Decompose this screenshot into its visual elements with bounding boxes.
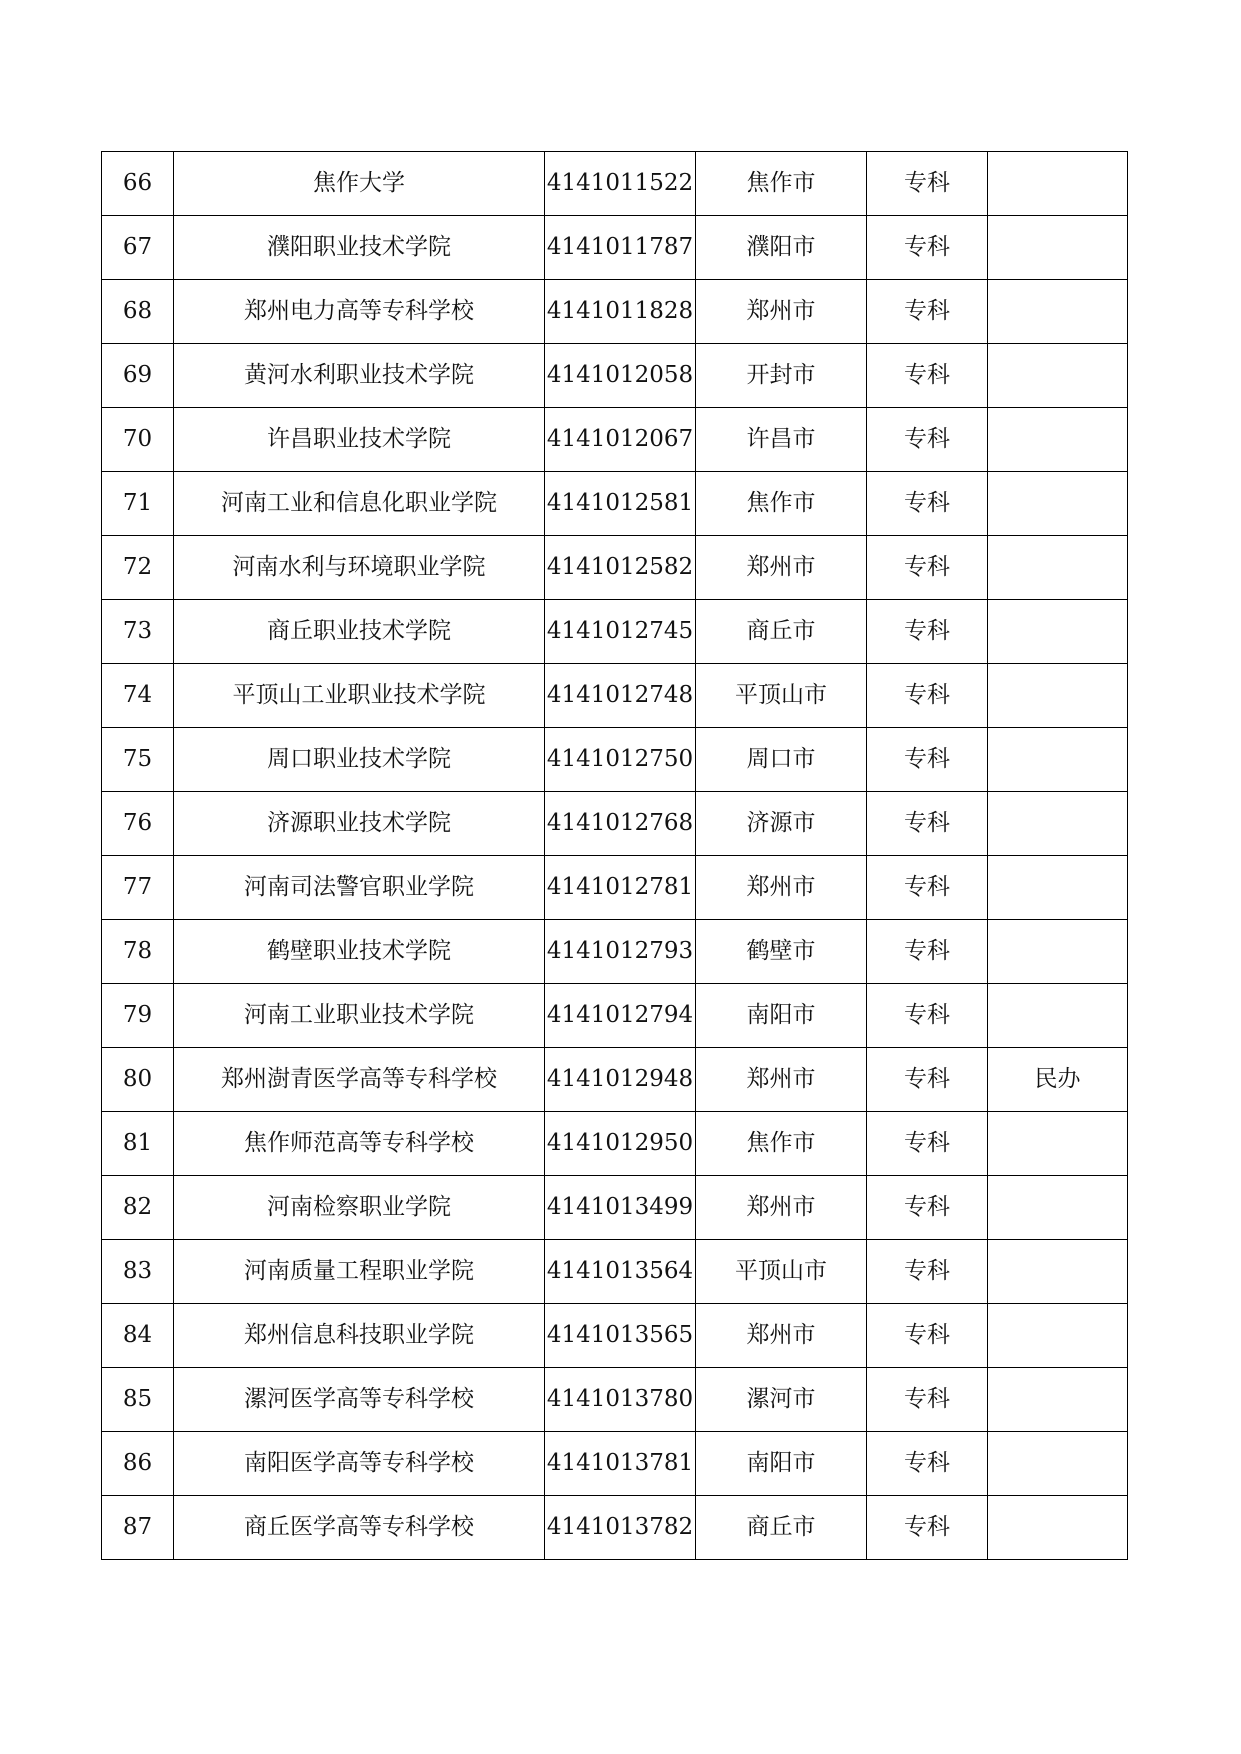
row-number-cell: 71 [102,472,174,536]
table-row [102,856,1128,920]
school-name-cell: 河南质量工程职业学院 [174,1240,545,1304]
school-name-cell: 河南工业职业技术学院 [174,984,545,1048]
school-name-cell: 河南司法警官职业学院 [174,856,545,920]
table-row [102,280,1128,344]
city-cell: 焦作市 [696,152,867,216]
table-row [102,920,1128,984]
level-cell: 专科 [867,920,988,984]
note-cell [988,216,1128,280]
city-cell: 鹤壁市 [696,920,867,984]
note-cell [988,1176,1128,1240]
table-row [102,1496,1128,1560]
table-row [102,536,1128,600]
school-code-cell: 4141012067 [545,408,696,472]
level-cell: 专科 [867,792,988,856]
table-row [102,152,1128,216]
school-name-cell: 商丘医学高等专科学校 [174,1496,545,1560]
level-cell: 专科 [867,536,988,600]
table-row [102,1240,1128,1304]
city-cell: 周口市 [696,728,867,792]
school-code-cell: 4141013565 [545,1304,696,1368]
school-name-cell: 鹤壁职业技术学院 [174,920,545,984]
city-cell: 焦作市 [696,472,867,536]
level-cell: 专科 [867,600,988,664]
note-cell [988,472,1128,536]
table-row [102,1304,1128,1368]
note-cell [988,728,1128,792]
city-cell: 商丘市 [696,1496,867,1560]
row-number-cell: 77 [102,856,174,920]
note-cell [988,856,1128,920]
school-code-cell: 4141012793 [545,920,696,984]
row-number-cell: 67 [102,216,174,280]
table-row [102,728,1128,792]
level-cell: 专科 [867,280,988,344]
level-cell: 专科 [867,1368,988,1432]
row-number-cell: 74 [102,664,174,728]
row-number-cell: 68 [102,280,174,344]
city-cell: 南阳市 [696,984,867,1048]
level-cell: 专科 [867,1112,988,1176]
city-cell: 濮阳市 [696,216,867,280]
city-cell: 郑州市 [696,1304,867,1368]
table-row [102,1176,1128,1240]
school-code-cell: 4141013499 [545,1176,696,1240]
level-cell: 专科 [867,152,988,216]
city-cell: 商丘市 [696,600,867,664]
school-name-cell: 南阳医学高等专科学校 [174,1432,545,1496]
level-cell: 专科 [867,408,988,472]
row-number-cell: 82 [102,1176,174,1240]
school-list-table-container [101,151,1128,1560]
row-number-cell: 76 [102,792,174,856]
school-code-cell: 4141012768 [545,792,696,856]
level-cell: 专科 [867,728,988,792]
row-number-cell: 78 [102,920,174,984]
school-code-cell: 4141012582 [545,536,696,600]
row-number-cell: 70 [102,408,174,472]
note-cell [988,280,1128,344]
school-name-cell: 濮阳职业技术学院 [174,216,545,280]
school-code-cell: 4141011787 [545,216,696,280]
row-number-cell: 80 [102,1048,174,1112]
school-code-cell: 4141012581 [545,472,696,536]
school-code-cell: 4141012748 [545,664,696,728]
level-cell: 专科 [867,856,988,920]
table-row [102,984,1128,1048]
table-row [102,1048,1128,1112]
note-cell [988,344,1128,408]
row-number-cell: 79 [102,984,174,1048]
level-cell: 专科 [867,1176,988,1240]
school-name-cell: 平顶山工业职业技术学院 [174,664,545,728]
note-cell [988,1240,1128,1304]
city-cell: 南阳市 [696,1432,867,1496]
school-name-cell: 济源职业技术学院 [174,792,545,856]
city-cell: 漯河市 [696,1368,867,1432]
table-row [102,664,1128,728]
city-cell: 郑州市 [696,1048,867,1112]
school-code-cell: 4141012948 [545,1048,696,1112]
table-row [102,792,1128,856]
level-cell: 专科 [867,1048,988,1112]
table-row [102,1432,1128,1496]
table-row [102,216,1128,280]
level-cell: 专科 [867,216,988,280]
row-number-cell: 87 [102,1496,174,1560]
city-cell: 郑州市 [696,856,867,920]
note-cell [988,1432,1128,1496]
city-cell: 郑州市 [696,1176,867,1240]
school-name-cell: 河南工业和信息化职业学院 [174,472,545,536]
school-list-table [101,151,1128,1560]
school-name-cell: 郑州澍青医学高等专科学校 [174,1048,545,1112]
city-cell: 平顶山市 [696,664,867,728]
row-number-cell: 86 [102,1432,174,1496]
level-cell: 专科 [867,664,988,728]
note-cell [988,664,1128,728]
school-name-cell: 郑州信息科技职业学院 [174,1304,545,1368]
school-code-cell: 4141012750 [545,728,696,792]
school-code-cell: 4141013780 [545,1368,696,1432]
note-cell [988,408,1128,472]
school-code-cell: 4141013564 [545,1240,696,1304]
row-number-cell: 69 [102,344,174,408]
table-row [102,472,1128,536]
note-cell [988,1368,1128,1432]
row-number-cell: 66 [102,152,174,216]
school-name-cell: 郑州电力高等专科学校 [174,280,545,344]
school-code-cell: 4141011828 [545,280,696,344]
note-cell [988,920,1128,984]
row-number-cell: 75 [102,728,174,792]
level-cell: 专科 [867,1240,988,1304]
table-body [102,152,1128,1560]
row-number-cell: 84 [102,1304,174,1368]
school-code-cell: 4141012950 [545,1112,696,1176]
level-cell: 专科 [867,472,988,536]
table-row [102,344,1128,408]
note-cell: 民办 [988,1048,1128,1112]
note-cell [988,1304,1128,1368]
school-code-cell: 4141012781 [545,856,696,920]
row-number-cell: 72 [102,536,174,600]
school-code-cell: 4141013782 [545,1496,696,1560]
school-name-cell: 许昌职业技术学院 [174,408,545,472]
row-number-cell: 85 [102,1368,174,1432]
level-cell: 专科 [867,1304,988,1368]
row-number-cell: 73 [102,600,174,664]
school-name-cell: 焦作大学 [174,152,545,216]
note-cell [988,792,1128,856]
school-code-cell: 4141013781 [545,1432,696,1496]
level-cell: 专科 [867,1432,988,1496]
school-code-cell: 4141011522 [545,152,696,216]
note-cell [988,1496,1128,1560]
city-cell: 许昌市 [696,408,867,472]
school-code-cell: 4141012745 [545,600,696,664]
level-cell: 专科 [867,344,988,408]
note-cell [988,600,1128,664]
school-name-cell: 商丘职业技术学院 [174,600,545,664]
school-name-cell: 焦作师范高等专科学校 [174,1112,545,1176]
table-row [102,1368,1128,1432]
level-cell: 专科 [867,984,988,1048]
note-cell [988,536,1128,600]
city-cell: 郑州市 [696,536,867,600]
note-cell [988,984,1128,1048]
level-cell: 专科 [867,1496,988,1560]
note-cell [988,1112,1128,1176]
table-row [102,408,1128,472]
school-name-cell: 周口职业技术学院 [174,728,545,792]
school-name-cell: 河南检察职业学院 [174,1176,545,1240]
city-cell: 焦作市 [696,1112,867,1176]
school-name-cell: 黄河水利职业技术学院 [174,344,545,408]
school-code-cell: 4141012794 [545,984,696,1048]
row-number-cell: 81 [102,1112,174,1176]
school-name-cell: 河南水利与环境职业学院 [174,536,545,600]
table-row [102,1112,1128,1176]
school-name-cell: 漯河医学高等专科学校 [174,1368,545,1432]
note-cell [988,152,1128,216]
row-number-cell: 83 [102,1240,174,1304]
table-row [102,600,1128,664]
city-cell: 郑州市 [696,280,867,344]
school-code-cell: 4141012058 [545,344,696,408]
city-cell: 平顶山市 [696,1240,867,1304]
city-cell: 开封市 [696,344,867,408]
city-cell: 济源市 [696,792,867,856]
